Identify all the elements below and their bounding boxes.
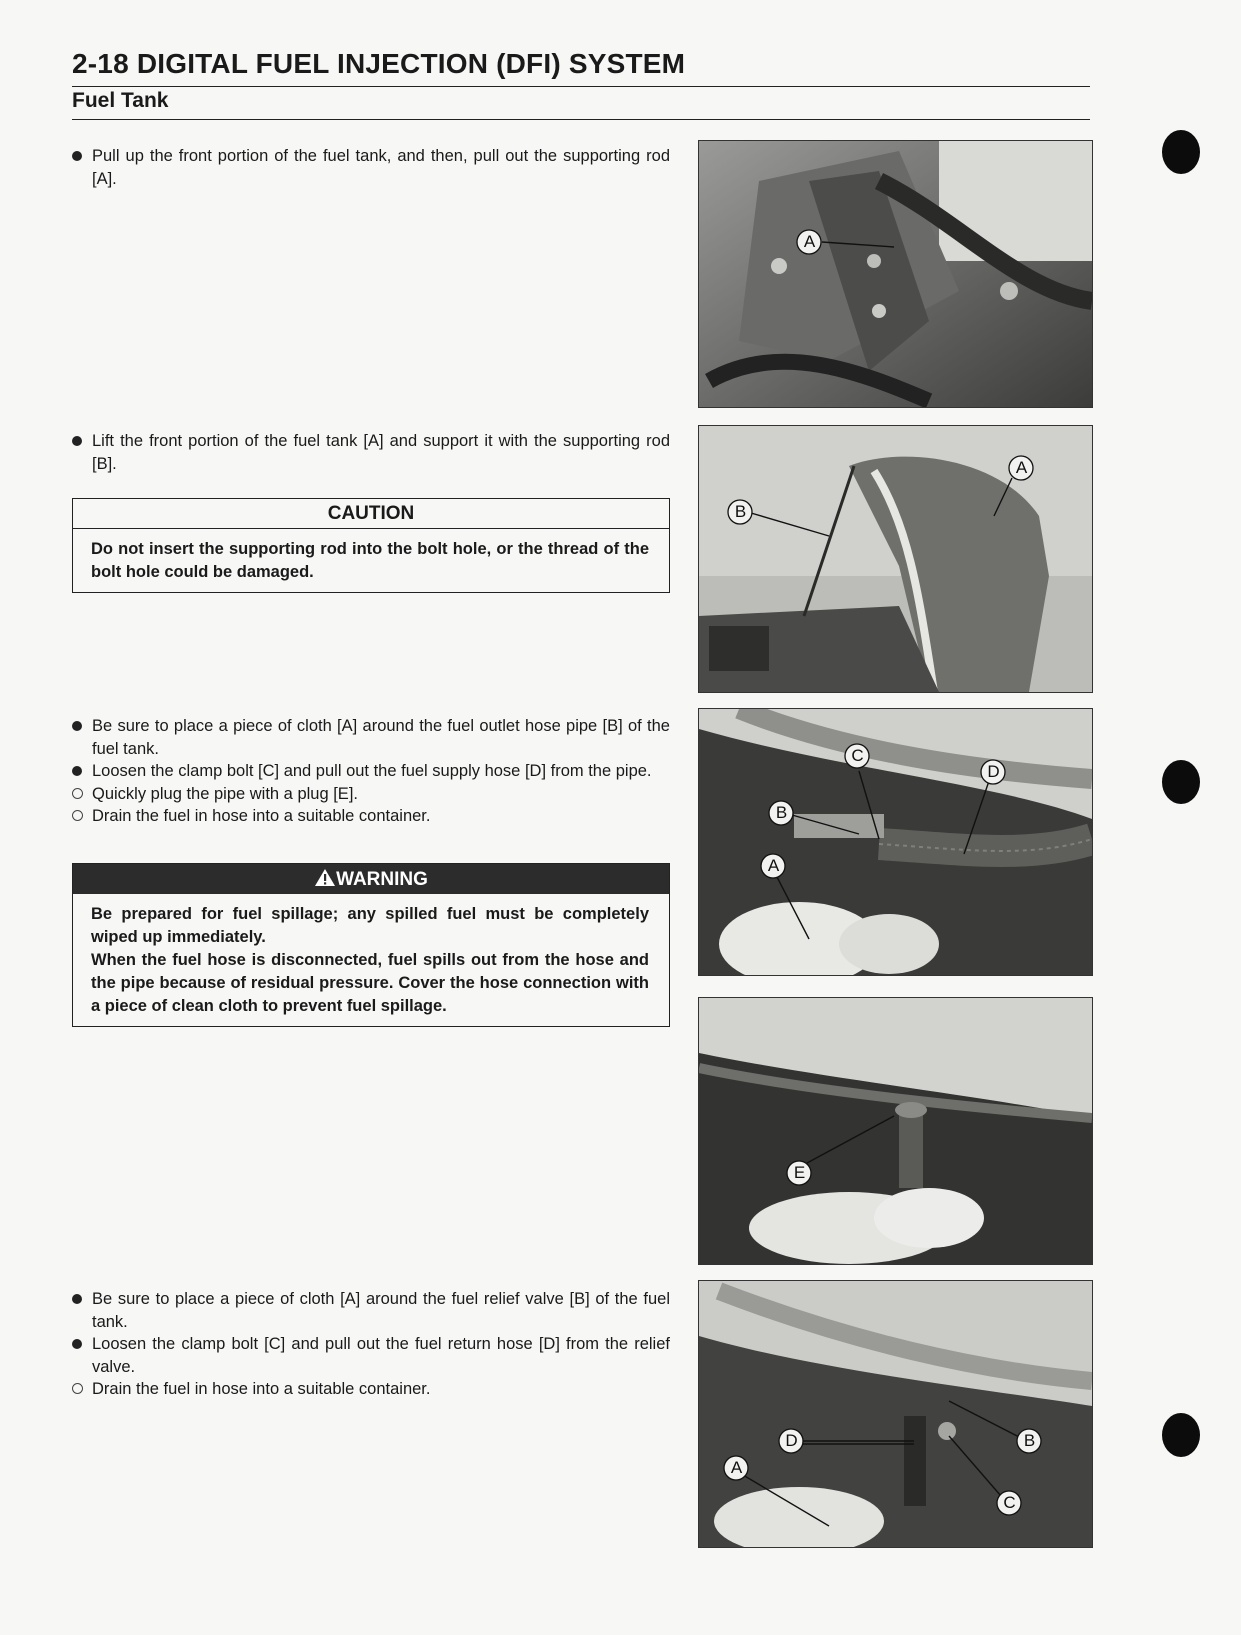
step-3 [72,715,670,828]
callout-a: A [803,232,816,251]
list-item: Lift the front portion of the fuel tank [A] and support it with the supporting rod [B]. [72,430,670,475]
list-item: Drain the fuel in hose into a suitable container. [72,1378,670,1401]
caution-title: CAUTION [73,499,669,529]
callout-a: A [767,856,780,875]
list-item: Pull up the front portion of the fuel tank, and then, pull out the supporting rod [A]. [72,145,670,190]
bullet-icon [72,721,82,731]
bullet-icon [72,766,82,776]
punch-hole [1162,130,1200,174]
callout-c: C [1003,1493,1016,1512]
punch-hole [1162,1413,1200,1457]
warning-text: Be prepared for fuel spillage; any spilled fuel must be completely wiped up immediately. When the fuel hose is disconnected, fuel spills out from the hose and the pipe because of residual pressure. Cover the hose connection with a piece of clean cloth to prevent fuel spillage. [91,905,649,1015]
page-title: 2-18 DIGITAL FUEL INJECTION (DFI) SYSTEM [72,48,686,79]
circle-bullet-icon [72,1383,83,1394]
callout-b: B [775,803,788,822]
circle-bullet-icon [72,788,83,799]
section-rule [72,119,1090,120]
warning-title: WARNING [336,869,428,890]
caution-text: Do not insert the supporting rod into the bolt hole, or the thread of the bolt hole could be damaged. [91,540,649,581]
callout-b: B [734,502,747,521]
callout-a: A [730,1458,743,1477]
photo-supporting-rod [698,140,1093,408]
list-item: Loosen the clamp bolt [C] and pull out the fuel supply hose [D] from the pipe. [72,760,670,783]
caution-box [72,498,670,593]
step-4 [72,1288,670,1401]
bullet-icon [72,436,82,446]
callout-a: A [1015,458,1028,477]
warning-triangle-icon [314,868,336,887]
list-item: Quickly plug the pipe with a plug [E]. [72,783,670,806]
warning-box [72,863,670,1027]
list-item: Drain the fuel in hose into a suitable container. [72,805,670,828]
callout-d: D [785,1431,798,1450]
callout-b: B [1023,1431,1036,1450]
photo-relief-valve [698,1280,1093,1548]
bullet-icon [72,1339,82,1349]
list-item: Be sure to place a piece of cloth [A] around the fuel outlet hose pipe [B] of the fuel tank. [72,715,670,760]
callout-e: E [793,1163,806,1182]
list-item: Loosen the clamp bolt [C] and pull out the fuel return hose [D] from the relief valve. [72,1333,670,1378]
photo-pipe-plug [698,997,1093,1265]
callout-d: D [987,762,1000,781]
list-item: Be sure to place a piece of cloth [A] around the fuel relief valve [B] of the fuel tank. [72,1288,670,1333]
warning-header [73,864,669,894]
title-rule [72,86,1090,87]
callout-c: C [851,746,864,765]
bullet-icon [72,1294,82,1304]
photo-tank-lifted [698,425,1093,693]
bullet-icon [72,151,82,161]
photo-fuel-outlet-hose [698,708,1093,976]
section-title: Fuel Tank [72,89,169,112]
step-1 [72,145,670,190]
step-2 [72,430,670,475]
punch-hole [1162,760,1200,804]
circle-bullet-icon [72,810,83,821]
